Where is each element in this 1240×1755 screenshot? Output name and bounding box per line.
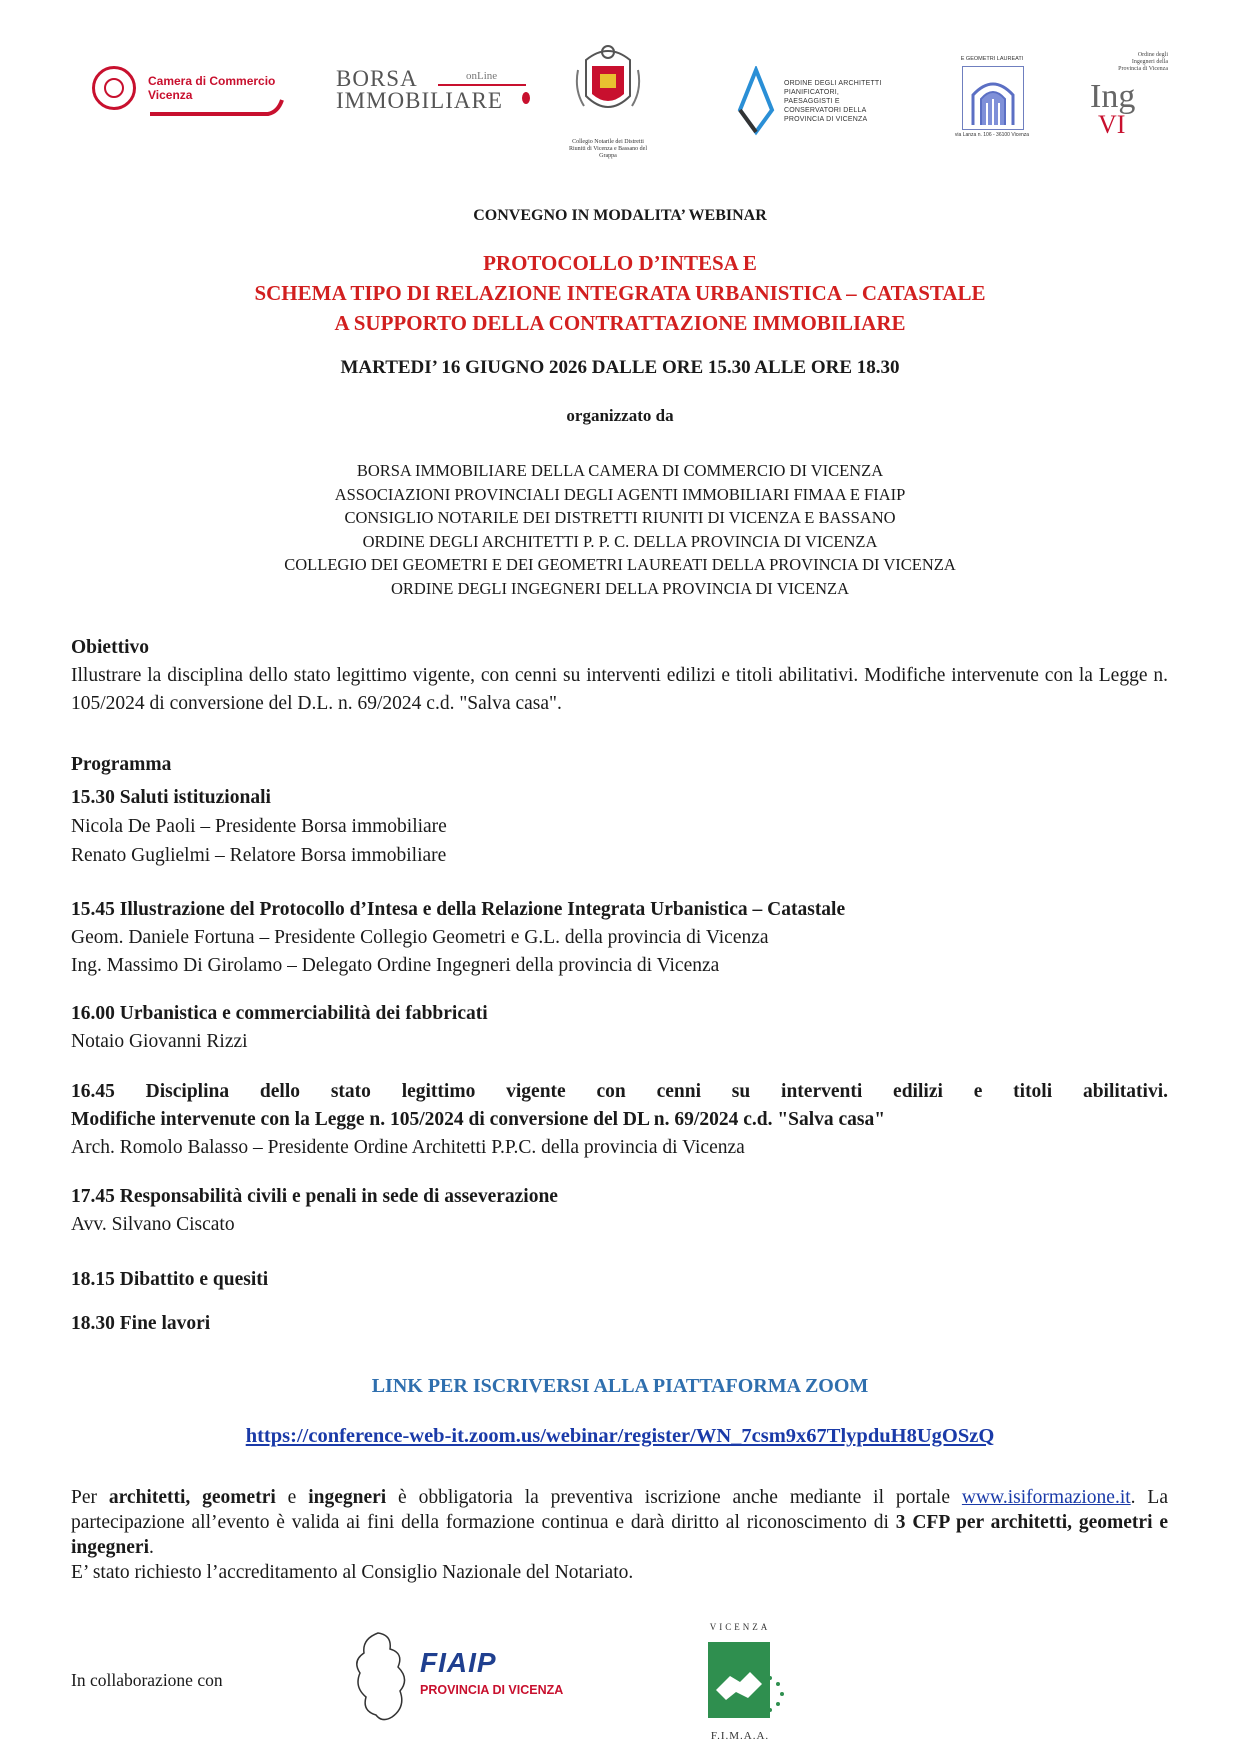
borsa-drop-icon bbox=[522, 92, 530, 104]
geometri-arch-icon bbox=[963, 67, 1023, 129]
title-line: SCHEMA TIPO DI RELAZIONE INTEGRATA URBANISTICA – CATASTALE bbox=[254, 281, 986, 305]
fiaip-subtitle: PROVINCIA DI VICENZA bbox=[420, 1683, 564, 1697]
objective-text: Illustrare la disciplina dello stato legittimo vigente, con cenni su interventi edilizi e titoli abilitativi. Modifiche intervenute con la Legge n. 105/2024 di conversione del D.L. n. 69/2024 c.d. "Salva casa". bbox=[71, 665, 1168, 714]
organizer: CONSIGLIO NOTARILE DEI DISTRETTI RIUNITI DI VICENZA E BASSANO bbox=[344, 508, 896, 528]
notes-text: e bbox=[275, 1487, 309, 1508]
geometri-caption-top: E GEOMETRI LAUREATI bbox=[960, 56, 1024, 62]
ordine-architetti-logo bbox=[736, 66, 884, 136]
camera-swoosh-icon bbox=[148, 96, 284, 118]
notes-bold: architetti, geometri bbox=[108, 1487, 276, 1508]
programme-item bbox=[71, 896, 1168, 980]
fiaip-wordmark: FIAIP bbox=[420, 1647, 497, 1678]
collaboration-label: In collaborazione con bbox=[71, 1670, 223, 1690]
programme-item bbox=[71, 1266, 1168, 1294]
camera-seal-icon bbox=[92, 66, 136, 110]
fiaip-map-outline-icon bbox=[348, 1627, 418, 1727]
speaker: Ing. Massimo Di Girolamo – Delegato Ordine Ingegneri della provincia di Vicenza bbox=[71, 955, 720, 976]
ingegneri-logo-vi: VI bbox=[1098, 110, 1126, 139]
programme-item bbox=[71, 1000, 1168, 1056]
event-date: MARTEDI’ 16 GIUGNO 2026 DALLE ORE 15.30 ALLE ORE 18.30 bbox=[340, 357, 900, 378]
logo-bar bbox=[88, 40, 1218, 180]
notai-crest-icon bbox=[570, 40, 646, 132]
borsa-logo-line2: IMMOBILIARE bbox=[336, 88, 503, 113]
organizer: ORDINE DEGLI ARCHITETTI P. P. C. DELLA PROVINCIA DI VICENZA bbox=[362, 531, 878, 551]
borsa-online-label: onLine bbox=[466, 70, 498, 82]
organizers-list bbox=[0, 459, 1240, 601]
programme-item-heading: 16.00 Urbanistica e commerciabilità dei fabbricati bbox=[71, 1003, 488, 1024]
architetti-mark-icon bbox=[736, 66, 776, 136]
title-line: PROTOCOLLO D’INTESA E bbox=[483, 251, 757, 275]
collegio-notarile-logo bbox=[568, 40, 648, 160]
borsa-logo-line1: BORSA bbox=[336, 66, 418, 91]
zoom-registration-link[interactable]: https://conference-web-it.zoom.us/webinar/register/WN_7csm9x67TlypduH8UgOSzQ bbox=[245, 1425, 995, 1447]
organizer: COLLEGIO DEI GEOMETRI E DEI GEOMETRI LAUREATI DELLA PROVINCIA DI VICENZA bbox=[284, 555, 956, 575]
notes-text: è obbligatoria la preventiva iscrizione anche mediante il portale bbox=[386, 1487, 962, 1508]
programme-item-heading: 15.30 Saluti istituzionali bbox=[71, 787, 271, 808]
fimaa-top-label: VICENZA bbox=[709, 1622, 771, 1632]
fimaa-bottom-label: F.I.M.A.A. bbox=[710, 1730, 770, 1742]
ingegneri-caption: Ordine degli Ingegneri della Provincia di Vicenza bbox=[1118, 52, 1168, 72]
notary-accreditation: E’ stato richiesto l’accreditamento al Consiglio Nazionale del Notariato. bbox=[71, 1562, 634, 1583]
speaker: Arch. Romolo Balasso – Presidente Ordine Architetti P.P.C. della provincia di Vicenza bbox=[71, 1137, 745, 1158]
fiaip-logo bbox=[348, 1627, 578, 1727]
programme-item bbox=[71, 1078, 1168, 1162]
title-line: A SUPPORTO DELLA CONTRATTAZIONE IMMOBILIARE bbox=[334, 311, 906, 335]
borsa-red-line bbox=[438, 84, 526, 86]
speaker: Geom. Daniele Fortuna – Presidente Collegio Geometri e G.L. della provincia di Vicenza bbox=[71, 927, 769, 948]
programme-item bbox=[71, 1310, 1168, 1338]
programme-item-heading: 16.45 Disciplina dello stato legittimo vigente con cenni su interventi edilizi e titoli abilitativi. bbox=[71, 1081, 1168, 1102]
accreditation-notes bbox=[71, 1485, 1168, 1585]
zoom-link-heading: LINK PER ISCRIVERSI ALLA PIATTAFORMA ZOOM bbox=[371, 1375, 869, 1397]
fimaa-logo bbox=[700, 1622, 800, 1747]
credits-paragraph bbox=[71, 1485, 1168, 1560]
programme-item-heading: 18.30 Fine lavori bbox=[71, 1313, 211, 1334]
speaker: Avv. Silvano Ciscato bbox=[71, 1214, 235, 1235]
fimaa-emblem bbox=[708, 1642, 770, 1718]
geometri-caption-bottom: via Lanza n. 106 - 36100 Vicenza bbox=[954, 132, 1030, 138]
event-mode: CONVEGNO IN MODALITA’ WEBINAR bbox=[473, 207, 767, 224]
organized-by-label: organizzato da bbox=[566, 406, 674, 425]
programme-item-heading: 18.15 Dibattito e quesiti bbox=[71, 1269, 269, 1290]
notes-text: . La partecipazione all’evento è valida ai fini della formazione continua e darà diritto al riconoscimento di bbox=[71, 1487, 1168, 1533]
organizer: ASSOCIAZIONI PROVINCIALI DEGLI AGENTI IMMOBILIARI FIMAA E FIAIP bbox=[334, 484, 906, 504]
notes-bold: 3 CFP per architetti, geometri e ingegneri bbox=[71, 1512, 1168, 1558]
speaker: Notaio Giovanni Rizzi bbox=[71, 1031, 248, 1052]
programme-item bbox=[71, 1183, 1168, 1239]
notes-text: . bbox=[149, 1537, 154, 1558]
handshake-icon bbox=[708, 1642, 770, 1718]
notes-text: Per bbox=[71, 1487, 109, 1508]
architetti-logo-text: ORDINE DEGLI ARCHITETTI PIANIFICATORI, PAESAGGISTI E CONSERVATORI DELLA PROVINCIA DI VICENZA bbox=[784, 79, 882, 123]
ingegneri-logo-ing: Ing bbox=[1090, 78, 1136, 115]
speaker: Renato Guglielmi – Relatore Borsa immobiliare bbox=[71, 845, 447, 866]
organizer: BORSA IMMOBILIARE DELLA CAMERA DI COMMERCIO DI VICENZA bbox=[356, 461, 884, 480]
ordine-ingegneri-logo bbox=[1086, 52, 1168, 144]
programme-heading: Programma bbox=[71, 754, 172, 775]
camera-logo-text: Camera di Commercio Vicenza bbox=[148, 74, 276, 102]
camera-di-commercio-logo bbox=[92, 66, 288, 110]
programme-item-heading: Modifiche intervenute con la Legge n. 105/2024 di conversione del DL n. 69/2024 c.d. "Salva casa" bbox=[71, 1109, 886, 1130]
programme-item bbox=[71, 784, 1168, 870]
speaker: Nicola De Paoli – Presidente Borsa immobiliare bbox=[71, 816, 447, 837]
objective-heading: Obiettivo bbox=[71, 637, 149, 658]
isiformazione-link[interactable]: www.isiformazione.it bbox=[961, 1487, 1131, 1508]
borsa-immobiliare-logo bbox=[336, 68, 503, 112]
collegio-geometri-logo bbox=[950, 56, 1034, 142]
organizer: ORDINE DEGLI INGEGNERI DELLA PROVINCIA DI VICENZA bbox=[391, 578, 849, 598]
programme-item-heading: 15.45 Illustrazione del Protocollo d’Intesa e della Relazione Integrata Urbanistica – Catastale bbox=[71, 899, 846, 920]
geometri-emblem bbox=[962, 66, 1024, 130]
notes-bold: ingegneri bbox=[308, 1487, 387, 1508]
programme-item-heading: 17.45 Responsabilità civili e penali in sede di asseverazione bbox=[71, 1186, 558, 1207]
event-title bbox=[0, 248, 1240, 338]
fimaa-dots-icon bbox=[764, 1674, 794, 1714]
notai-caption: Collegio Notarile dei Distretti Riuniti di Vicenza e Bassano del Grappa bbox=[568, 139, 647, 159]
